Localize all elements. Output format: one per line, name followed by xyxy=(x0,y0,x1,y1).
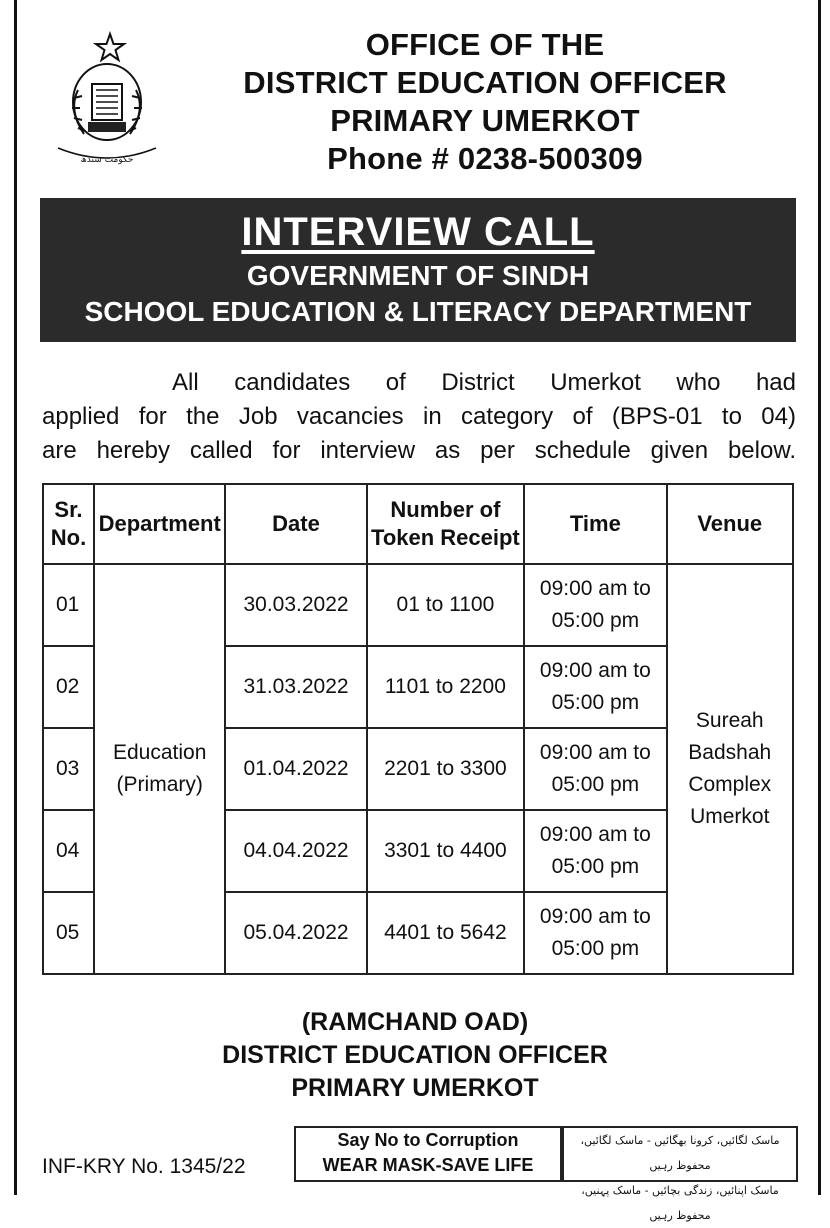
table-header-row xyxy=(43,484,793,564)
row-sr: 04 xyxy=(43,810,94,892)
time-line1: 09:00 am to xyxy=(539,823,651,846)
time-line1: 09:00 am to xyxy=(539,905,651,928)
header-department: Department xyxy=(94,484,226,564)
row-time xyxy=(524,564,666,646)
urdu-slogan-line2: ماسک اپنائیں، زندگی بچائیں - ماسک پہنیں، محفوظ رہیں xyxy=(581,1184,779,1222)
time-line2: 05:00 pm xyxy=(551,937,640,960)
sindh-government-emblem-icon xyxy=(44,30,170,170)
row-date: 01.04.2022 xyxy=(225,728,366,810)
row-time xyxy=(524,646,666,728)
venue-line1: Sureah xyxy=(695,709,764,732)
interview-schedule-table xyxy=(42,483,794,975)
venue-line4: Umerkot xyxy=(690,805,770,828)
row-sr: 03 xyxy=(43,728,94,810)
header-token xyxy=(367,484,525,564)
intro-line-3: are hereby called for interview as per schedule given below. xyxy=(42,437,796,464)
urdu-slogan-line1: ماسک لگائیں، کرونا بھگائیں - ماسک لگائیں، محفوظ رہیں xyxy=(580,1134,780,1172)
slogan-mask: WEAR MASK-SAVE LIFE xyxy=(322,1155,534,1175)
intro-line-2: applied for the Job vacancies in category of (BPS-01 to 04) xyxy=(42,403,796,430)
interview-call-banner xyxy=(40,198,796,342)
slogan-corruption: Say No to Corruption xyxy=(337,1130,519,1150)
department-cell xyxy=(94,564,226,974)
page-border-right xyxy=(818,0,821,1195)
venue-line2: Badshah xyxy=(688,741,772,764)
slogan-box xyxy=(294,1126,562,1182)
row-date: 04.04.2022 xyxy=(225,810,366,892)
header-date: Date xyxy=(225,484,366,564)
header-token-line1: Number of xyxy=(390,497,501,522)
department-line2: (Primary) xyxy=(116,773,203,796)
signature-block xyxy=(160,1006,670,1105)
row-sr: 02 xyxy=(43,646,94,728)
page-border-left xyxy=(14,0,17,1195)
header-sr-no xyxy=(43,484,94,564)
row-date: 31.03.2022 xyxy=(225,646,366,728)
banner-government: GOVERNMENT OF SINDH xyxy=(246,260,590,291)
signatory-name: (RAMCHAND OAD) xyxy=(301,1008,529,1036)
intro-paragraph xyxy=(42,366,796,468)
row-sr: 01 xyxy=(43,564,94,646)
time-line2: 05:00 pm xyxy=(551,773,640,796)
signatory-title: DISTRICT EDUCATION OFFICER xyxy=(222,1041,608,1069)
office-header xyxy=(180,26,790,178)
header-office-line: OFFICE OF THE xyxy=(365,27,605,62)
row-date: 05.04.2022 xyxy=(225,892,366,974)
row-token: 4401 to 5642 xyxy=(367,892,525,974)
time-line1: 09:00 am to xyxy=(539,659,651,682)
signatory-office: PRIMARY UMERKOT xyxy=(291,1074,539,1102)
time-line2: 05:00 pm xyxy=(551,609,640,632)
header-sr-line2: No. xyxy=(50,525,87,550)
row-token: 2201 to 3300 xyxy=(367,728,525,810)
row-time xyxy=(524,728,666,810)
time-line2: 05:00 pm xyxy=(551,855,640,878)
row-time xyxy=(524,810,666,892)
header-time: Time xyxy=(524,484,666,564)
inf-number: INF-KRY No. 1345/22 xyxy=(42,1155,246,1178)
row-time xyxy=(524,892,666,974)
department-line1: Education xyxy=(113,741,207,764)
banner-department: SCHOOL EDUCATION & LITERACY DEPARTMENT xyxy=(84,296,752,327)
header-officer-line: DISTRICT EDUCATION OFFICER xyxy=(243,65,727,100)
time-line1: 09:00 am to xyxy=(539,741,651,764)
time-line1: 09:00 am to xyxy=(539,577,651,600)
emblem-text: حکومت سندھ xyxy=(80,155,134,165)
time-line2: 05:00 pm xyxy=(551,691,640,714)
row-token: 3301 to 4400 xyxy=(367,810,525,892)
header-venue: Venue xyxy=(667,484,794,564)
table-row xyxy=(43,564,793,646)
venue-line3: Complex xyxy=(688,773,772,796)
row-date: 30.03.2022 xyxy=(225,564,366,646)
row-token: 01 to 1100 xyxy=(367,564,525,646)
banner-title: INTERVIEW CALL xyxy=(241,210,595,254)
urdu-slogan-box xyxy=(562,1126,798,1222)
intro-line-1: All candidates of District Umerkot who had xyxy=(172,369,796,396)
header-location-line: PRIMARY UMERKOT xyxy=(330,103,640,138)
row-sr: 05 xyxy=(43,892,94,974)
header-token-line2: Token Receipt xyxy=(371,525,520,550)
header-phone: Phone # 0238-500309 xyxy=(327,141,643,176)
row-token: 1101 to 2200 xyxy=(367,646,525,728)
header-sr-line1: Sr. xyxy=(54,497,83,522)
venue-cell xyxy=(667,564,794,974)
